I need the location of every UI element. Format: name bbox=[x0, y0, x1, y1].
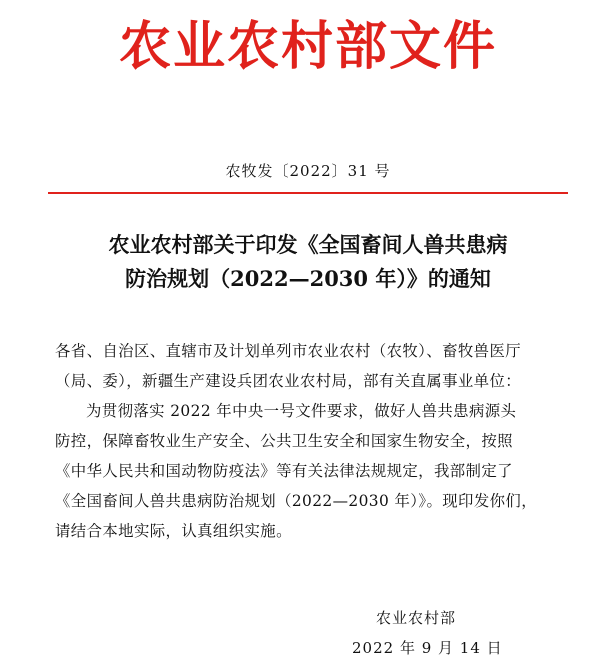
signature-issuer: 农业农村部 bbox=[376, 609, 457, 627]
signature-date: 2022 年 9 月 14 日 bbox=[352, 639, 503, 657]
notice-title bbox=[0, 228, 616, 296]
document-number: 农牧发〔2022〕31 号 bbox=[225, 162, 391, 180]
body-line: 《中华人民共和国动物防疫法》等有关法律法规规定，我部制定了 bbox=[55, 462, 513, 480]
body-line: （局、委），新疆生产建设兵团农业农村局，部有关直属事业单位： bbox=[55, 372, 522, 390]
notice-title-line-1: 农业农村部关于印发《全国畜间人兽共患病 bbox=[108, 232, 508, 257]
notice-body bbox=[55, 336, 575, 546]
document-header-title: 农业农村部文件 bbox=[118, 16, 497, 77]
red-divider-line bbox=[48, 192, 568, 194]
body-line: 《全国畜间人兽共患病防治规划（2022—2030 年）》。现印发你们， bbox=[55, 492, 537, 510]
body-line: 为贯彻落实 2022 年中央一号文件要求，做好人兽共患病源头 bbox=[86, 402, 517, 420]
body-line: 请结合本地实际，认真组织实施。 bbox=[55, 522, 292, 540]
notice-title-line-2: 防治规划（2022—2030 年）》的通知 bbox=[125, 266, 491, 291]
body-line: 防控，保障畜牧业生产安全、公共卫生安全和国家生物安全，按照 bbox=[55, 432, 513, 450]
body-line: 各省、自治区、直辖市及计划单列市农业农村（农牧）、畜牧兽医厅 bbox=[55, 342, 522, 360]
